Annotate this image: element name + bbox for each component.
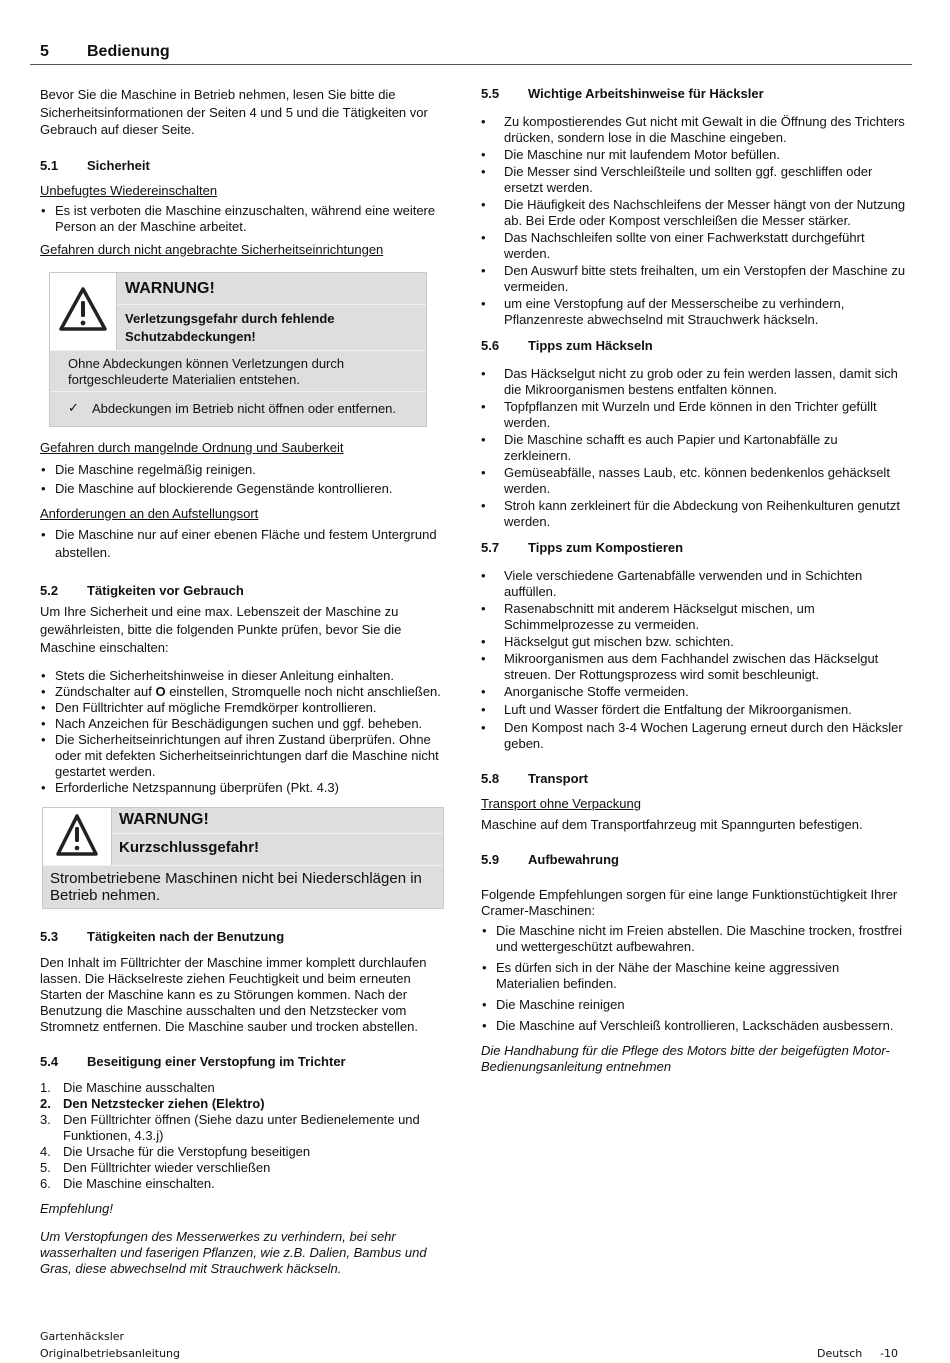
section-title: Tipps zum Häckseln <box>528 338 653 353</box>
list-item: • Zu kompostierendes Gut nicht mit Gewalt in die Öffnung des Trichters drücken, sondern lose in die Maschine eingeben. <box>481 114 906 146</box>
list-item: • Den Fülltrichter auf mögliche Fremdkörper kontrollieren. <box>40 700 450 716</box>
warning-triangle-icon <box>43 808 112 866</box>
section-number: 5.6 <box>481 338 500 353</box>
warning-title-row <box>117 273 426 305</box>
list-item: • Das Nachschleifen sollte von einer Fachwerkstatt durchgeführt werden. <box>481 230 906 262</box>
recommendation-heading: Empfehlung! <box>40 1200 113 1216</box>
section-heading-5-3 <box>40 929 450 945</box>
list-item: • Den Auswurf bitte stets freihalten, um ein Verstopfen der Maschine zu vermeiden. <box>481 263 906 295</box>
section-heading-5-6 <box>481 338 906 354</box>
section-number: 5.2 <box>40 582 59 598</box>
section-heading-5-8 <box>481 771 906 787</box>
list-item: • Häckselgut gut mischen bzw. schichten. <box>481 634 906 650</box>
section-number: 5.4 <box>40 1053 59 1069</box>
list-item: • um eine Verstopfung auf der Messerscheibe zu verhindern, Pflanzenreste abwechselnd mit Strauchwerk häckseln. <box>481 296 906 328</box>
list-item: • Es dürfen sich in der Nähe der Maschine keine aggressiven Materialien befinden. <box>481 960 906 992</box>
list-item: • Die Häufigkeit des Nachschleifens der Messer hängt von der Nutzung ab. Bei Erde oder Kompost verschleißen die Messer stärker. <box>481 197 906 229</box>
list-item: • Die Maschine nur auf einer ebenen Fläche und festem Untergrund abstellen. <box>40 526 450 563</box>
list-item: • Die Messer sind Verschleißteile und sollten ggf. geschliffen oder ersetzt werden. <box>481 164 906 196</box>
list-item: • Die Maschine regelmäßig reinigen. <box>40 460 450 479</box>
subheading-location: Anforderungen an den Aufstellungsort <box>40 505 259 521</box>
warning-triangle-icon <box>50 273 117 351</box>
list-item: • Zündschalter auf O einstellen, Stromquelle noch nicht anschließen. <box>40 684 450 700</box>
bullet-list <box>481 923 906 1034</box>
section-title: Tätigkeiten nach der Benutzung <box>87 928 285 944</box>
section-heading-5-4 <box>40 1054 450 1070</box>
list-item: • Erforderliche Netzspannung überprüfen (Pkt. 4.3) <box>40 780 450 796</box>
chapter-header <box>30 44 912 65</box>
footer-manual: Originalbetriebsanleitung <box>40 1347 180 1360</box>
list-item: 6. Die Maschine einschalten. <box>40 1175 215 1191</box>
section-number: 5.8 <box>481 771 500 786</box>
steps-list <box>40 1080 450 1192</box>
chapter-number: 5 <box>40 43 49 60</box>
bullet-list <box>481 366 906 530</box>
warning-text: Ohne Abdeckungen können Verletzungen durch fortgeschleuderte Materialien entstehen. <box>68 355 345 387</box>
right-column <box>481 86 906 1075</box>
section-number: 5.7 <box>481 540 500 555</box>
list-item: 3. Den Fülltrichter öffnen (Siehe dazu unter Bedienelemente und Funktionen, 4.3.j) <box>40 1111 420 1143</box>
footer-language: Deutsch <box>817 1347 863 1360</box>
warning-box-short-circuit <box>42 807 444 909</box>
section-heading-5-7 <box>481 540 906 556</box>
section-text-5-2: Um Ihre Sicherheit und eine max. Lebenszeit der Maschine zu gewährleisten, bitte die folgenden Punkte prüfen, bevor Sie die Maschine einschalten: <box>40 603 402 655</box>
bullet-list <box>40 460 450 498</box>
subheading-missing-safety: Gefahren durch nicht angebrachte Sicherheitseinrichtungen <box>40 241 384 257</box>
list-item: • Mikroorganismen aus dem Fachhandel zwischen das Häckselgut streuen. Der Rottungsprozess wird somit beschleunigt. <box>481 651 906 683</box>
section-heading-5-9 <box>481 852 906 868</box>
list-item: • Es ist verboten die Maschine einzuschalten, während eine weitere Person an der Maschine arbeitet. <box>40 203 450 235</box>
check-icon: ✓ <box>68 399 79 415</box>
section-text-5-3: Den Inhalt im Fülltrichter der Maschine immer komplett durchlaufen lassen. Die Häckselreste ziehen Feuchtigkeit und beim erneuten Starten der Maschine kann es zu Störungen kommen. Nach der Benutzung die Maschine ausschalten und den Netzstecker vom Stromnetz entfernen. Die Maschine sauber und trocken abstellen. <box>40 954 427 1034</box>
section-title: Beseitigung einer Verstopfung im Trichter <box>87 1053 346 1069</box>
section-number: 5.3 <box>40 928 59 944</box>
list-item: 1. Die Maschine ausschalten <box>40 1079 215 1095</box>
left-column <box>40 86 450 1277</box>
engine-care-note: Die Handhabung für die Pflege des Motors bitte der beigefügten Motor-Bedienungsanleitung entnehmen <box>481 1043 890 1074</box>
chapter-title: Bedienung <box>87 43 170 60</box>
subheading-cleanliness: Gefahren durch mangelnde Ordnung und Sauberkeit <box>40 439 344 455</box>
section-heading-5-1 <box>40 158 450 174</box>
section-title: Transport <box>528 771 588 786</box>
list-item: • Topfpflanzen mit Wurzeln und Erde können in den Trichter gefüllt werden. <box>481 399 906 431</box>
list-item: • Die Maschine auf blockierende Gegenstände kontrollieren. <box>40 479 450 498</box>
section-heading-5-2 <box>40 583 450 599</box>
warning-title-row <box>112 808 443 834</box>
list-item: • Gemüseabfälle, nasses Laub, etc. können bedenkenlos gehäckselt werden. <box>481 465 906 497</box>
list-item: • Das Häckselgut nicht zu grob oder zu fein werden lassen, damit sich die Mikroorganismen bestens entfalten können. <box>481 366 906 398</box>
list-item: 5. Den Fülltrichter wieder verschließen <box>40 1159 271 1175</box>
warning-text: Strombetriebene Maschinen nicht bei Niederschlägen in Betrieb nehmen. <box>50 869 422 904</box>
warning-action: Abdeckungen im Betrieb nicht öffnen oder entfernen. <box>92 400 397 416</box>
warning-subtitle: Kurzschlussgefahr! <box>119 838 260 856</box>
warning-title: WARNUNG! <box>125 279 215 297</box>
list-item: • Die Maschine schafft es auch Papier und Kartonabfälle zu zerkleinern. <box>481 432 906 464</box>
bullet-list <box>40 668 450 796</box>
list-item: • Den Kompost nach 3-4 Wochen Lagerung erneut durch den Häcksler geben. <box>481 720 906 752</box>
subheading-transport: Transport ohne Verpackung <box>481 796 641 811</box>
section-title: Wichtige Arbeitshinweise für Häcksler <box>528 86 764 101</box>
list-item: • Die Maschine reinigen <box>481 997 906 1013</box>
intro-text: Bevor Sie die Maschine in Betrieb nehmen, lesen Sie bitte die Sicherheitsinformationen der Seiten 4 und 5 und die Tätigkeiten vor Gebrauch auf dieser Seite. <box>40 87 428 137</box>
section-title: Aufbewahrung <box>528 852 619 867</box>
list-item: 4. Die Ursache für die Verstopfung beseitigen <box>40 1143 311 1159</box>
section-number: 5.5 <box>481 86 500 101</box>
list-item: • Die Maschine nur mit laufendem Motor befüllen. <box>481 147 906 163</box>
section-text-5-8: Maschine auf dem Transportfahrzeug mit Spanngurten befestigen. <box>481 817 863 832</box>
warning-box-covers <box>49 272 427 427</box>
page-number: -10 <box>880 1347 898 1360</box>
recommendation-text: Um Verstopfungen des Messerwerkes zu verhindern, bei sehr wasserhalten und faserigen Pflanzen, wie z.B. Dalien, Bambus und Gras, diese abwechselnd mit Strauchwerk häckseln. <box>40 1228 427 1276</box>
bullet-list <box>40 203 450 235</box>
list-item: • Stets die Sicherheitshinweise in dieser Anleitung einhalten. <box>40 668 450 684</box>
section-title: Tätigkeiten vor Gebrauch <box>87 582 244 598</box>
footer-product: Gartenhäcksler <box>40 1330 125 1343</box>
warning-title: WARNUNG! <box>119 810 209 828</box>
list-item: • Anorganische Stoffe vermeiden. <box>481 684 906 700</box>
section-text-5-9: Folgende Empfehlungen sorgen für eine lange Funktionstüchtigkeit Ihrer Cramer-Maschinen: <box>481 887 898 918</box>
bullet-list <box>481 568 906 752</box>
section-heading-5-5 <box>481 86 906 102</box>
list-item: • Nach Anzeichen für Beschädigungen suchen und ggf. beheben. <box>40 716 450 732</box>
list-item: • Die Maschine nicht im Freien abstellen. Die Maschine trocken, frostfrei und wettergeschützt aufbewahren. <box>481 923 906 955</box>
section-title: Sicherheit <box>87 157 150 173</box>
list-item: • Viele verschiedene Gartenabfälle verwenden und in Schichten auffüllen. <box>481 568 906 600</box>
warning-subtitle: Verletzungsgefahr durch fehlende Schutzabdeckungen! <box>125 310 335 344</box>
list-item: • Luft und Wasser fördert die Entfaltung der Mikroorganismen. <box>481 702 906 718</box>
section-number: 5.1 <box>40 157 59 173</box>
list-item: 2. Den Netzstecker ziehen (Elektro) <box>40 1095 265 1111</box>
subheading-unauthorized-restart: Unbefugtes Wiedereinschalten <box>40 182 218 198</box>
list-item: • Die Maschine auf Verschleiß kontrollieren, Lackschäden ausbessern. <box>481 1018 906 1034</box>
section-title: Tipps zum Kompostieren <box>528 540 684 555</box>
list-item: • Rasenabschnitt mit anderem Häckselgut mischen, um Schimmelprozesse zu vermeiden. <box>481 601 906 633</box>
bullet-list <box>481 114 906 328</box>
section-number: 5.9 <box>481 852 500 867</box>
list-item: • Die Sicherheitseinrichtungen auf ihren Zustand überprüfen. Ohne oder mit defekten Sicherheitseinrichtungen darf die Maschine nicht gestartet werden. <box>40 732 450 780</box>
list-item: • Stroh kann zerkleinert für die Abdeckung von Reihenkulturen genutzt werden. <box>481 498 906 530</box>
bullet-list <box>40 526 450 563</box>
